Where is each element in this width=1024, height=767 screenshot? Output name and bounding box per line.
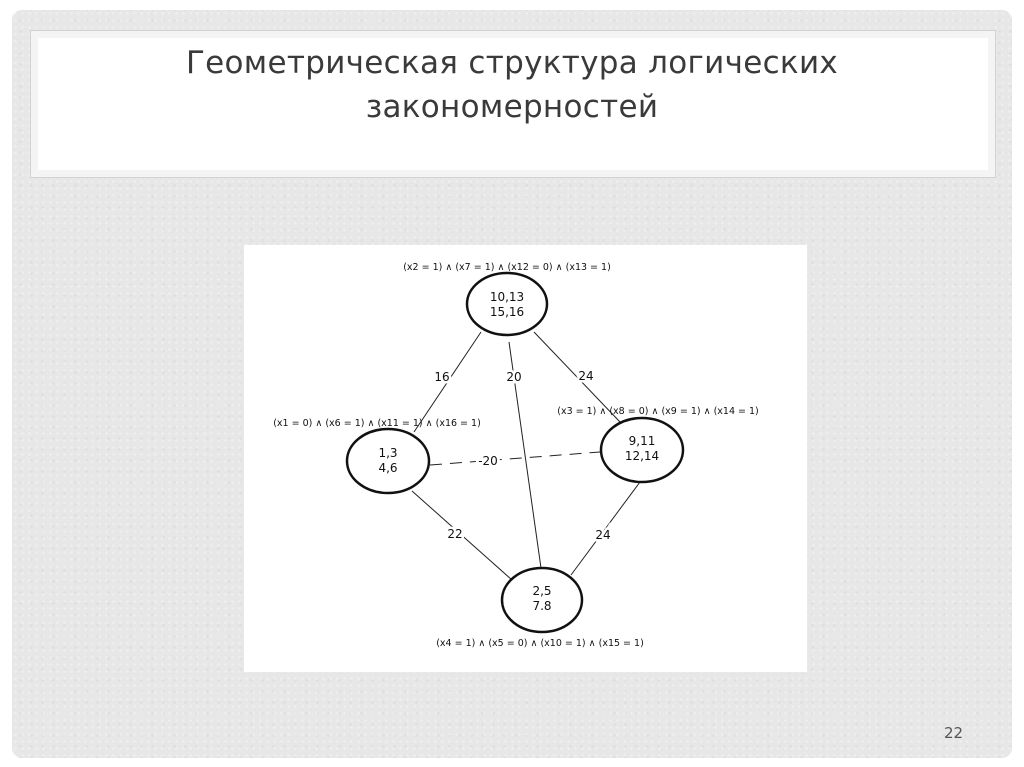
edge-label-top-bottom: 20 (506, 370, 522, 384)
node-right-label-2: 12,14 (624, 449, 660, 463)
graph-diagram (244, 245, 807, 672)
node-bottom-label-2: 7.8 (532, 599, 552, 613)
node-bottom-label-1: 2,5 (532, 584, 552, 598)
edge-label-right-bottom: 24 (595, 528, 611, 542)
node-top (467, 273, 547, 335)
node-top-formula: (x2 = 1) ∧ (x7 = 1) ∧ (x12 = 0) ∧ (x13 = 1) (403, 262, 611, 273)
slide-title-line-1: Геометрическая структура логических (185, 45, 839, 81)
slide-title-line-2: закономерностей (365, 89, 659, 125)
slide-number: 22 (944, 724, 964, 742)
diagram-panel (244, 245, 807, 672)
node-right-formula: (x3 = 1) ∧ (x8 = 0) ∧ (x9 = 1) ∧ (x14 = 1) (557, 406, 759, 417)
node-left-label-2: 4,6 (378, 461, 398, 475)
node-right-label-1: 9,11 (628, 434, 656, 448)
edge-left-right (430, 452, 600, 465)
node-top-label-1: 10,13 (489, 290, 525, 304)
node-left-formula: (x1 = 0) ∧ (x6 = 1) ∧ (x11 = 1) ∧ (x16 = 1) (273, 418, 481, 429)
node-left-label-1: 1,3 (378, 446, 398, 460)
edge-label-left-right: -20 (478, 454, 498, 468)
node-top-label-2: 15,16 (489, 305, 525, 319)
edge-label-top-right: 24 (578, 369, 594, 383)
edge-label-left-bottom: 22 (447, 527, 463, 541)
slide-title (0, 41, 1024, 129)
node-bottom-formula: (x4 = 1) ∧ (x5 = 0) ∧ (x10 = 1) ∧ (x15 = 1) (436, 638, 644, 649)
edge-label-top-left: 16 (434, 370, 450, 384)
